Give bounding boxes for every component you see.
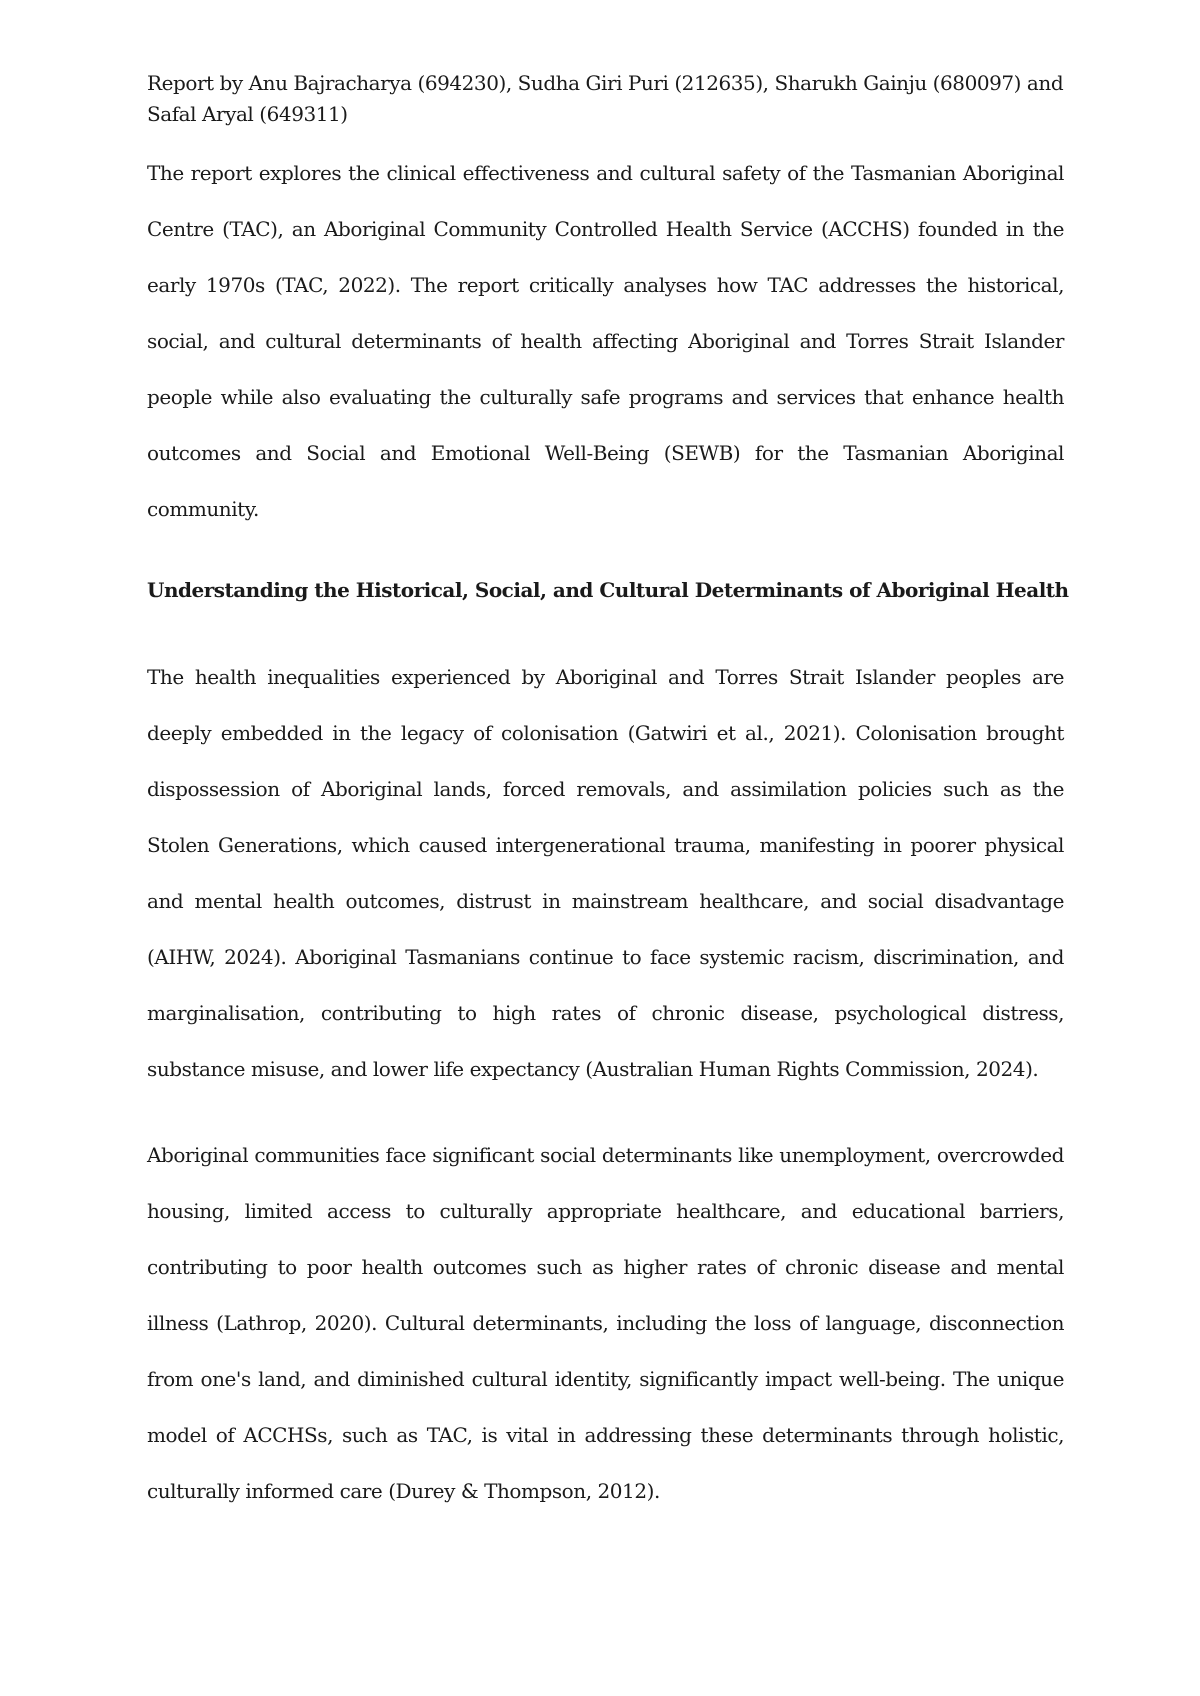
body-paragraph: The health inequalities experienced by Aboriginal and Torres Strait Islander peoples are deeply embedded in the legacy of colonisation (Gatwiri et al., 2021). Colonisation brought dispossession of Aboriginal lands, forced removals, and assimilation policies such as the Stolen Generations, which caused intergenerational trauma, manifesting in poorer physical and mental health outcomes, distrust in mainstream healthcare, and social disadvantage (AIHW, 2024). Aboriginal Tasmanians continue to face systemic racism, discrimination, and marginalisation, contributing to high rates of chronic disease, psychological distress, substance misuse, and lower life expectancy (Australian Human Rights Commission, 2024). [147,665,1064,1081]
intro-paragraph: The report explores the clinical effectiveness and cultural safety of the Tasmanian Aboriginal Centre (TAC), an Aboriginal Community Controlled Health Service (ACCHS) founded in the early 1970s (TAC, 2022). The report critically analyses how TAC addresses the historical, social, and cultural determinants of health affecting Aboriginal and Torres Strait Islander people while also evaluating the culturally safe programs and services that enhance health outcomes and Social and Emotional Well-Being (SEWB) for the Tasmanian Aboriginal community. [147,161,1064,521]
section-heading: Understanding the Historical, Social, and Cultural Determinants of Aboriginal Health [147,578,1069,602]
authors-line: Report by Anu Bajracharya (694230), Sudha Giri Puri (212635), Sharukh Gainju (680097) and Safal Aryal (649311) [147,71,1064,126]
body-paragraph: Aboriginal communities face significant social determinants like unemployment, overcrowded housing, limited access to culturally appropriate healthcare, and educational barriers, contributing to poor health outcomes such as higher rates of chronic disease and mental illness (Lathrop, 2020). Cultural determinants, including the loss of language, disconnection from one's land, and diminished cultural identity, significantly impact well-being. The unique model of ACCHSs, such as TAC, is vital in addressing these determinants through holistic, culturally informed care (Durey & Thompson, 2012). [147,1143,1064,1503]
